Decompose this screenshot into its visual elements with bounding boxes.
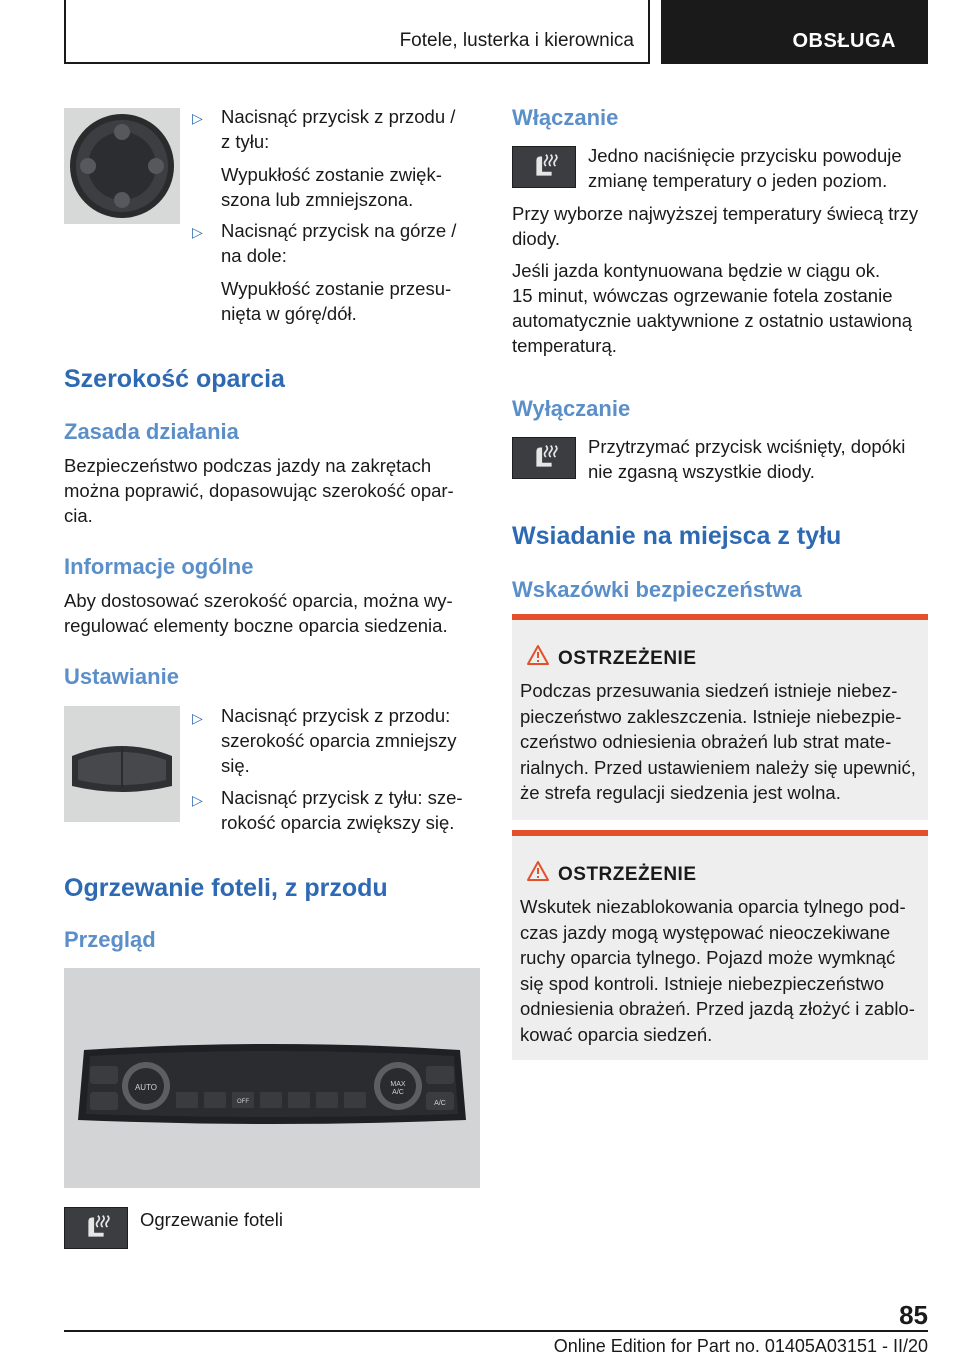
text-line: automatycznie uaktywnione z ostatnio ustawioną xyxy=(512,310,913,331)
text-line: Nacisnąć przycisk z przodu / xyxy=(221,106,456,127)
text-line: Podczas przesuwania siedzeń istnieje niebez- xyxy=(520,680,898,701)
text-line: odniesienia obrażeń. Przed jazdą złożyć i zablo- xyxy=(520,998,915,1019)
switch-on-para-2 xyxy=(512,258,932,358)
overview-heading: Przegląd xyxy=(64,927,156,952)
warning-triangle-icon xyxy=(526,860,550,882)
seat-heating-icon xyxy=(65,1208,127,1248)
auto-label: AUTO xyxy=(134,1083,158,1092)
climate-panel-illustration xyxy=(64,968,480,1188)
switch-off-text xyxy=(588,434,928,484)
section-title: OBSŁUGA xyxy=(792,30,896,52)
edition-note: Online Edition for Part no. 01405A03151 - II/20 xyxy=(553,1336,928,1356)
text-line: na dole: xyxy=(221,245,287,266)
text-line: czas jazdy mogą występować nieoczekiwane xyxy=(520,921,891,943)
text-line: 15 minut, wówczas ogrzewanie fotela zostanie xyxy=(512,285,893,306)
text-line: szona lub zmniejszona. xyxy=(221,189,414,210)
chapter-tab xyxy=(64,0,650,64)
width-button-image xyxy=(64,706,180,822)
section-tab xyxy=(661,0,928,64)
text-line: pieczeństwo zakleszczenia. Istnieje niebezpie- xyxy=(520,705,902,727)
general-info-heading: Informacje ogólne xyxy=(64,554,254,579)
seat-heating-icon xyxy=(513,147,575,187)
list-bullet-icon: ▷ xyxy=(192,110,203,126)
chapter-title: Fotele, lusterka i kierownica xyxy=(399,30,634,51)
setting-item-1 xyxy=(221,703,471,778)
footer-divider xyxy=(64,1330,928,1332)
text-line: Bezpieczeństwo podczas jazdy na zakrętach xyxy=(64,455,432,476)
page-header xyxy=(64,0,928,64)
text-line: temperaturą. xyxy=(512,335,617,356)
text-line: można poprawić, dopasowując szerokość opar- xyxy=(64,480,454,501)
warning-title: OSTRZEŻENIE xyxy=(558,648,697,669)
seat-heating-caption: Ogrzewanie foteli xyxy=(140,1209,283,1230)
text-line: Wypukłość zostanie przesu- xyxy=(221,278,452,299)
text-line: szerokość oparcia zmniejszy xyxy=(221,730,457,751)
text-line: Przytrzymać przycisk wciśnięty, dopóki xyxy=(588,436,906,457)
warning-box-1 xyxy=(512,614,928,820)
warning-text xyxy=(520,678,924,806)
text-line: Nacisnąć przycisk z przodu: xyxy=(221,705,451,726)
text-line: kować oparcia siedzeń. xyxy=(520,1023,713,1045)
warning-title: OSTRZEŻENIE xyxy=(558,864,697,885)
seat-heating-button-icon xyxy=(512,146,576,188)
page-number: 85 xyxy=(899,1300,928,1330)
ac-label: A/C xyxy=(434,1100,446,1107)
list-bullet-icon: ▷ xyxy=(192,710,203,726)
safety-heading: Wskazówki bezpieczeństwa xyxy=(512,577,802,602)
warning-triangle-icon xyxy=(526,644,550,666)
text-line: czeństwo odniesienia obrażeń lub strat mate- xyxy=(520,731,892,752)
text-line: Przy wyborze najwyższej temperatury świecą trzy xyxy=(512,203,919,224)
lumbar-item-1 xyxy=(221,104,481,212)
text-line: diody. xyxy=(512,228,560,249)
text-line: Nacisnąć przycisk z tyłu: sze- xyxy=(221,787,463,808)
climate-panel-image xyxy=(64,968,480,1188)
backrest-width-heading: Szerokość oparcia xyxy=(64,365,285,393)
setting-heading: Ustawianie xyxy=(64,664,179,689)
switch-on-text xyxy=(588,143,928,193)
lumbar-item-2 xyxy=(221,218,481,326)
rear-entry-heading: Wsiadanie na miejsca z tyłu xyxy=(512,522,842,550)
text-line: nie zgasną wszystkie diody. xyxy=(588,461,815,482)
switch-on-heading: Włączanie xyxy=(512,105,619,130)
principle-heading: Zasada działania xyxy=(64,419,239,444)
principle-text xyxy=(64,453,480,528)
warning-text xyxy=(520,894,924,1047)
max-label: MAX xyxy=(390,1081,406,1088)
text-line: Jeśli jazda kontynuowana będzie w ciągu ok. xyxy=(512,260,881,281)
seat-heating-heading: Ogrzewanie foteli, z przodu xyxy=(64,874,388,902)
text-line: regulować elementy boczne oparcia siedzenia. xyxy=(64,615,448,636)
width-switch-illustration xyxy=(64,706,180,822)
off-label: OFF xyxy=(237,1099,249,1105)
setting-item-2 xyxy=(221,785,471,835)
lumbar-button-image xyxy=(64,108,180,224)
switch-off-heading: Wyłączanie xyxy=(512,396,631,421)
text-line: ruchy oparcia tylnego. Pojazd może wymknąć xyxy=(520,947,896,968)
warning-box-2 xyxy=(512,830,928,1060)
text-line: Aby dostosować szerokość oparcia, można wy- xyxy=(64,590,453,611)
text-line: z tyłu: xyxy=(221,131,270,152)
text-line: nięta w górę/dół. xyxy=(221,303,357,324)
list-bullet-icon: ▷ xyxy=(192,224,203,240)
list-bullet-icon: ▷ xyxy=(192,792,203,808)
switch-on-para-1 xyxy=(512,201,932,251)
text-line: się spod kontroli. Istnieje niebezpieczeństwo xyxy=(520,972,885,994)
general-info-text xyxy=(64,588,480,638)
text-line: Jedno naciśnięcie przycisku powoduje xyxy=(588,145,902,166)
seat-heating-button-icon xyxy=(512,437,576,479)
lumbar-control-illustration xyxy=(64,108,180,224)
seat-heating-button-icon xyxy=(64,1207,128,1249)
text-line: cia. xyxy=(64,505,93,526)
text-line: rokość oparcia zwiększy się. xyxy=(221,812,455,833)
text-line: się. xyxy=(221,755,250,776)
max-ac-label: A/C xyxy=(392,1089,404,1096)
text-line: Wypukłość zostanie zwięk- xyxy=(221,164,442,185)
text-line: Wskutek niezablokowania oparcia tylnego pod- xyxy=(520,896,906,917)
text-line: Nacisnąć przycisk na górze / xyxy=(221,220,457,241)
text-line: zmianę temperatury o jeden poziom. xyxy=(588,170,888,191)
text-line: że strefa regulacji siedzenia jest wolna. xyxy=(520,782,841,803)
text-line: rialnych. Przed ustawieniem należy się upewnić, xyxy=(520,756,916,778)
seat-heating-icon xyxy=(513,438,575,478)
